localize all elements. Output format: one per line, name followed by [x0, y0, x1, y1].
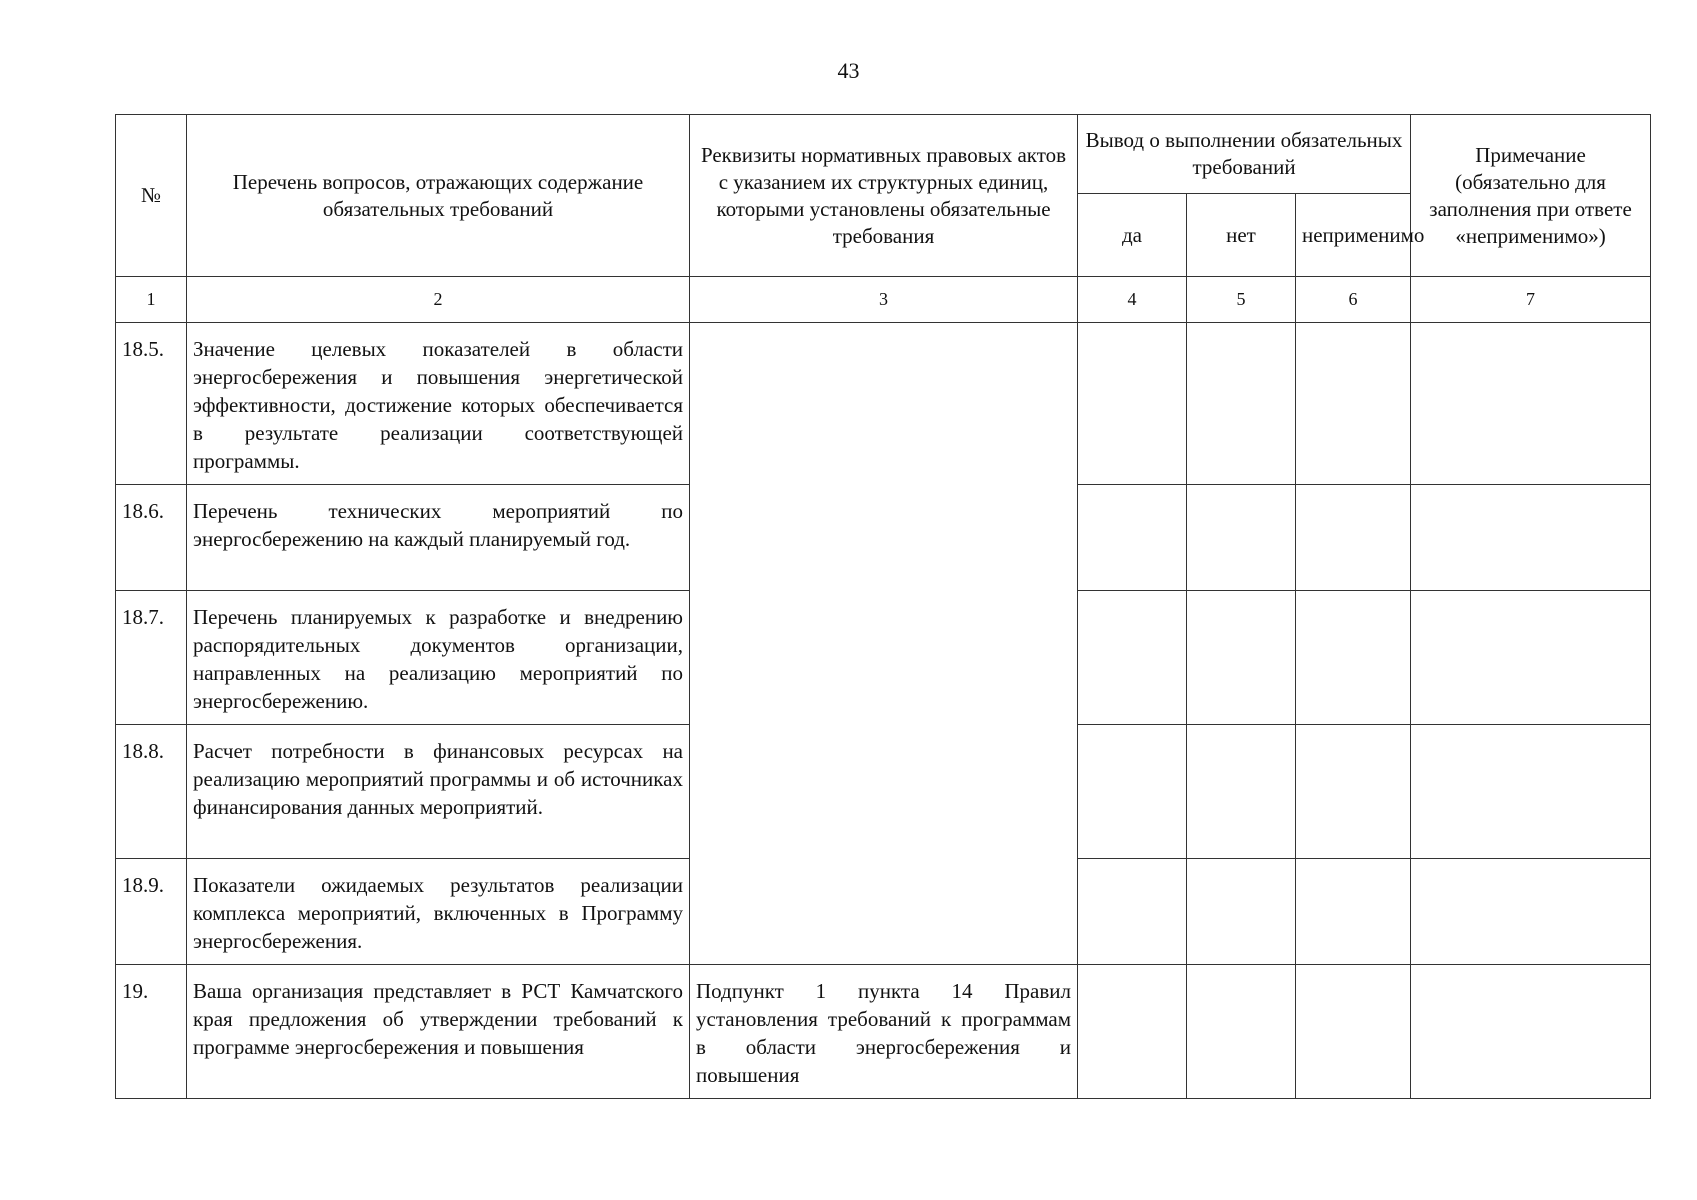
- column-number: 2: [187, 277, 690, 323]
- row-number: 18.6.: [116, 485, 187, 591]
- row-number: 18.7.: [116, 591, 187, 725]
- not-applicable-cell: [1296, 485, 1411, 591]
- not-applicable-cell: [1296, 323, 1411, 485]
- row-question: Показатели ожидаемых результатов реализации комплекса мероприятий, включенных в Программу энергосбережения.: [187, 859, 690, 965]
- requirements-table: [115, 114, 1651, 1099]
- header-conclusion: Вывод о выполнении обязательных требований: [1078, 115, 1411, 194]
- header-questions: Перечень вопросов, отражающих содержание обязательных требований: [187, 115, 690, 277]
- no-cell: [1187, 591, 1296, 725]
- not-applicable-cell: [1296, 859, 1411, 965]
- not-applicable-cell: [1296, 965, 1411, 1099]
- row-question: Расчет потребности в финансовых ресурсах на реализацию мероприятий программы и об источниках финансирования данных мероприятий.: [187, 725, 690, 859]
- row-number: 19.: [116, 965, 187, 1099]
- row-question: Значение целевых показателей в области энергосбережения и повышения энергетической эффективности, достижение которых обеспечивается в результате реализации соответствующей программы.: [187, 323, 690, 485]
- header-no: нет: [1187, 194, 1296, 277]
- yes-cell: [1078, 323, 1187, 485]
- not-applicable-cell: [1296, 725, 1411, 859]
- column-number: 4: [1078, 277, 1187, 323]
- note-cell: [1411, 591, 1651, 725]
- row-question: Перечень планируемых к разработке и внедрению распорядительных документов организации, направленных на реализацию мероприятий по энергосбережению.: [187, 591, 690, 725]
- merged-requisites-cell: [690, 323, 1078, 965]
- row-reference: Подпункт 1 пункта 14 Правил установления требований к программам в области энергосбережения и повышения: [690, 965, 1078, 1099]
- no-cell: [1187, 725, 1296, 859]
- row-number: 18.8.: [116, 725, 187, 859]
- page-number: 43: [837, 58, 860, 83]
- column-number: 5: [1187, 277, 1296, 323]
- column-number-row: [116, 277, 1651, 323]
- yes-cell: [1078, 965, 1187, 1099]
- row-question: Ваша организация представляет в РСТ Камчатского края предложения об утверждении требований к программе энергосбережения и повышения: [187, 965, 690, 1099]
- header-requisites: Реквизиты нормативных правовых актов с указанием их структурных единиц, которыми установлены обязательные требования: [690, 115, 1078, 277]
- yes-cell: [1078, 485, 1187, 591]
- no-cell: [1187, 859, 1296, 965]
- header-note: Примечание (обязательно для заполнения при ответе «неприменимо»): [1411, 115, 1651, 277]
- header-num: №: [116, 115, 187, 277]
- note-cell: [1411, 965, 1651, 1099]
- yes-cell: [1078, 591, 1187, 725]
- column-number: 7: [1411, 277, 1651, 323]
- note-cell: [1411, 859, 1651, 965]
- no-cell: [1187, 485, 1296, 591]
- row-number: 18.5.: [116, 323, 187, 485]
- not-applicable-cell: [1296, 591, 1411, 725]
- column-number: 6: [1296, 277, 1411, 323]
- column-number: 3: [690, 277, 1078, 323]
- header-row: [116, 115, 1651, 194]
- row-question: Перечень технических мероприятий по энергосбережению на каждый планируемый год.: [187, 485, 690, 591]
- row-number: 18.9.: [116, 859, 187, 965]
- header-yes: да: [1078, 194, 1187, 277]
- column-number: 1: [116, 277, 187, 323]
- no-cell: [1187, 965, 1296, 1099]
- yes-cell: [1078, 859, 1187, 965]
- header-not-applicable: неприменимо: [1296, 194, 1411, 277]
- no-cell: [1187, 323, 1296, 485]
- table-row: [116, 323, 1651, 485]
- table-row: [116, 965, 1651, 1099]
- note-cell: [1411, 323, 1651, 485]
- note-cell: [1411, 485, 1651, 591]
- yes-cell: [1078, 725, 1187, 859]
- note-cell: [1411, 725, 1651, 859]
